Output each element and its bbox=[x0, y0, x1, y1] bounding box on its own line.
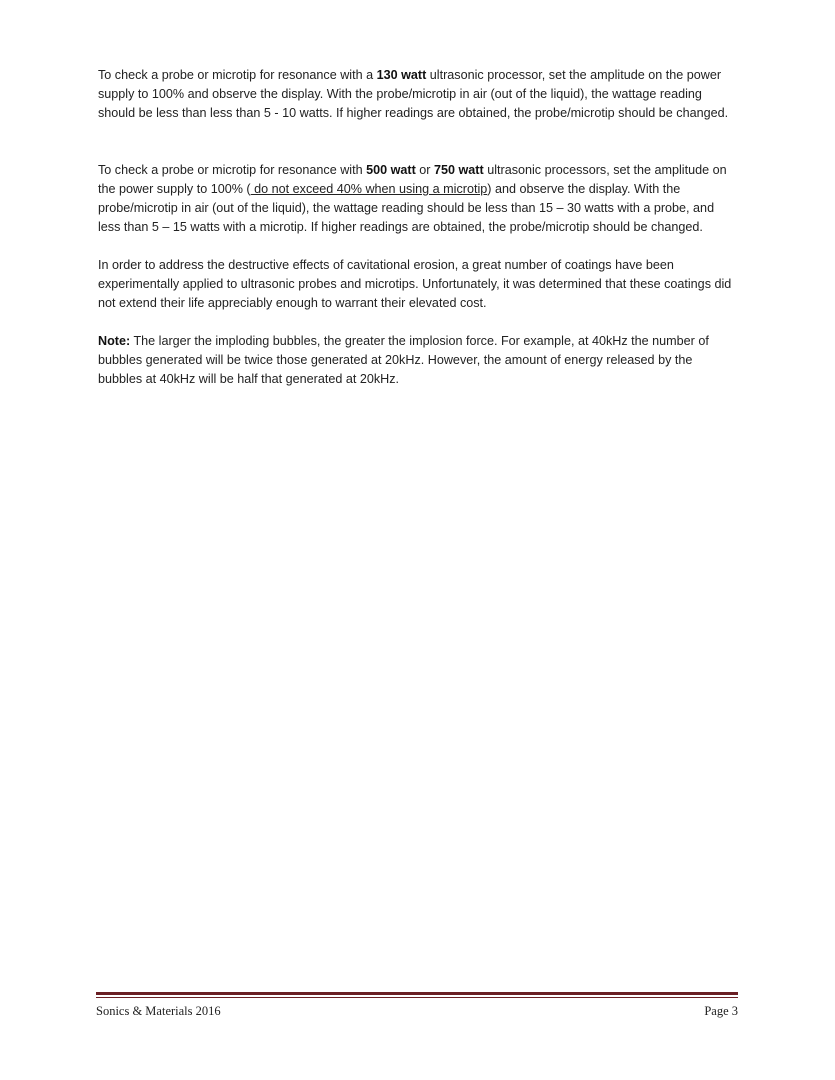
p2-text-middle: ultrasonic processors, set the amplitude on the power supply to 100% ( bbox=[98, 163, 727, 196]
p2-text-or: or bbox=[415, 163, 434, 177]
note-label: Note: bbox=[98, 334, 131, 348]
p2-bold-750-watt: 750 watt bbox=[434, 163, 484, 177]
document-body bbox=[98, 66, 738, 389]
paragraph-note bbox=[98, 332, 738, 389]
paragraph-500-750-watt bbox=[98, 161, 738, 237]
p2-bold-500-watt: 500 watt bbox=[366, 163, 416, 177]
page-footer bbox=[96, 992, 738, 1019]
footer-company: Sonics & Materials 2016 bbox=[96, 1004, 221, 1018]
p2-text-end: ) and observe the display. With the probe/microtip in air (out of the liquid), the wattage reading should be less than 15 – 30 watts with a probe, and less than 5 – 15 watts with a microtip. If higher readings are obtained, the probe/microtip should be changed. bbox=[98, 182, 715, 234]
p1-text-start: To check a probe or microtip for resonance with a bbox=[98, 68, 377, 82]
p2-text-start: To check a probe or microtip for resonance with bbox=[98, 163, 367, 177]
footer-text-row bbox=[96, 1004, 738, 1019]
p3-text: In order to address the destructive effects of cavitational erosion, a great number of coatings have been experimentally applied to ultrasonic probes and microtips. Unfortunately, it was determined that these coatings did not extend their life appreciably enough to warrant their elevated cost. bbox=[98, 258, 732, 310]
footer-page-number: Page 3 bbox=[704, 1004, 738, 1018]
footer-rule-thin bbox=[96, 997, 738, 998]
note-text: The larger the imploding bubbles, the greater the implosion force. For example, at 40kHz the number of bubbles generated will be twice those generated at 20kHz. However, the amount of energy released by the bubbles at 40kHz will be half that generated at 20kHz. bbox=[98, 334, 709, 386]
p1-bold-130-watt: 130 watt bbox=[376, 68, 427, 82]
footer-rule-thick bbox=[96, 992, 738, 995]
paragraph-130-watt bbox=[98, 66, 738, 123]
p2-underlined-warning: do not exceed 40% when using a microtip bbox=[250, 182, 488, 196]
p1-text-end: ultrasonic processor, set the amplitude on the power supply to 100% and observe the display. With the probe/microtip in air (out of the liquid), the wattage reading should be less than less than 5 - 10 watts. If higher readings are obtained, the probe/microtip should be changed. bbox=[98, 68, 729, 120]
paragraph-coatings bbox=[98, 256, 738, 313]
